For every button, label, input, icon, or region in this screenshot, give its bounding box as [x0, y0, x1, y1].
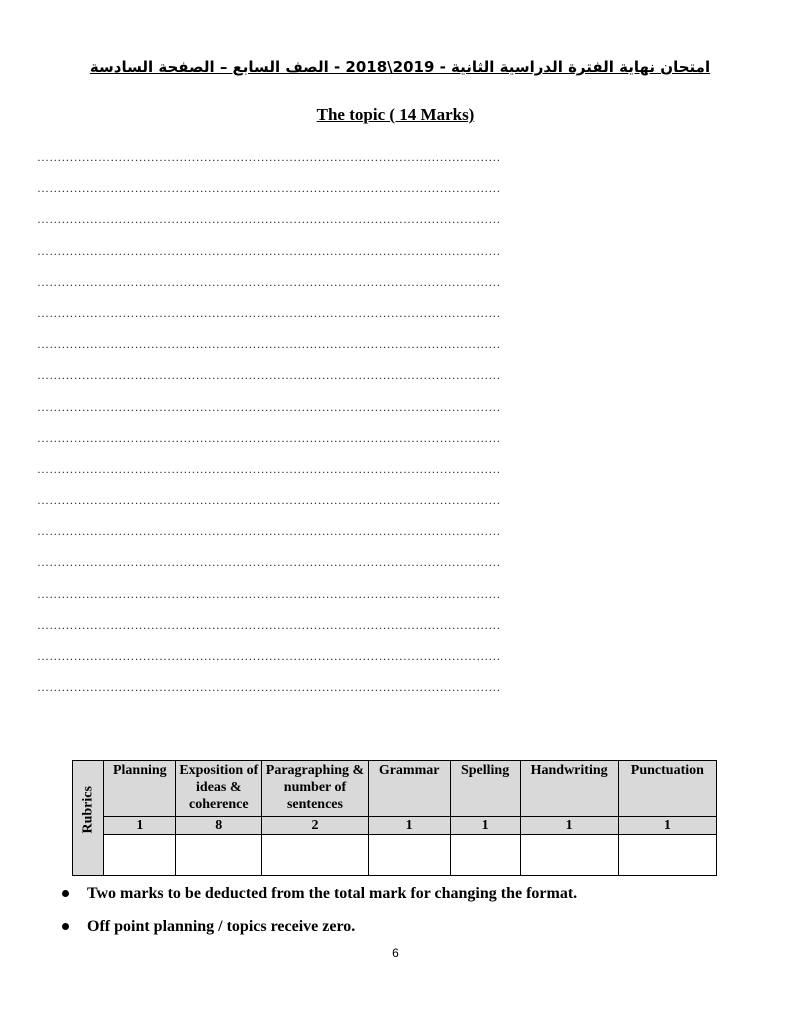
- rubric-mark-spelling: 1: [450, 817, 520, 835]
- note-text: Two marks to be deducted from the total mark for changing the format.: [87, 884, 578, 902]
- rubric-marks-row: [73, 817, 717, 835]
- writing-line[interactable]: ……………………………………………………………………………………………………: [37, 461, 501, 476]
- rubric-mark-exposition: 8: [176, 817, 262, 835]
- writing-line[interactable]: ……………………………………………………………………………………………………: [37, 150, 501, 164]
- topic-title: The topic ( 14 Marks): [316, 105, 475, 124]
- writing-line[interactable]: ……………………………………………………………………………………………………: [37, 617, 501, 632]
- rubric-col-grammar: Grammar: [368, 761, 450, 817]
- bullet-icon: [62, 923, 69, 930]
- bullet-icon: [62, 890, 69, 897]
- writing-line[interactable]: ……………………………………………………………………………………………………: [37, 399, 501, 414]
- rubric-mark-punctuation: 1: [618, 817, 716, 835]
- page-number: 6: [392, 946, 399, 960]
- score-cell-exposition[interactable]: [176, 835, 262, 876]
- rubric-label-cell: [73, 761, 104, 876]
- writing-line[interactable]: ……………………………………………………………………………………………………: [37, 305, 501, 320]
- score-cell-handwriting[interactable]: [520, 835, 618, 876]
- rubric-col-punctuation: Punctuation: [618, 761, 716, 817]
- rubric-label: Rubrics: [80, 785, 96, 833]
- note-item: [60, 910, 760, 943]
- rubric-mark-paragraphing: 2: [262, 817, 368, 835]
- score-cell-grammar[interactable]: [368, 835, 450, 876]
- score-cell-paragraphing[interactable]: [262, 835, 368, 876]
- writing-line[interactable]: ……………………………………………………………………………………………………: [37, 586, 501, 601]
- writing-line[interactable]: ……………………………………………………………………………………………………: [37, 368, 501, 383]
- writing-area[interactable]: [37, 148, 745, 709]
- writing-line[interactable]: ……………………………………………………………………………………………………: [37, 337, 501, 352]
- rubric-mark-planning: 1: [104, 817, 176, 835]
- writing-line[interactable]: ……………………………………………………………………………………………………: [37, 181, 501, 196]
- rubric-col-paragraphing: Paragraphing & number of sentences: [262, 761, 368, 817]
- rubric-score-row: [73, 835, 717, 876]
- score-cell-spelling[interactable]: [450, 835, 520, 876]
- writing-line[interactable]: ……………………………………………………………………………………………………: [37, 524, 501, 539]
- rubric-table: [72, 760, 717, 876]
- rubric-header-row: [73, 761, 717, 817]
- writing-line[interactable]: ……………………………………………………………………………………………………: [37, 649, 501, 663]
- rubric-mark-handwriting: 1: [520, 817, 618, 835]
- rubric-col-spelling: Spelling: [450, 761, 520, 817]
- rubric-col-handwriting: Handwriting: [520, 761, 618, 817]
- rubric-col-exposition: Exposition of ideas & coherence: [176, 761, 262, 817]
- score-cell-planning[interactable]: [104, 835, 176, 876]
- rubric-mark-grammar: 1: [368, 817, 450, 835]
- note-item: [60, 877, 760, 910]
- score-cell-punctuation[interactable]: [618, 835, 716, 876]
- writing-line[interactable]: ……………………………………………………………………………………………………: [37, 555, 501, 570]
- writing-line[interactable]: ……………………………………………………………………………………………………: [37, 430, 501, 445]
- rubric-col-planning: Planning: [104, 761, 176, 817]
- note-text: Off point planning / topics receive zero.: [87, 917, 356, 935]
- writing-line[interactable]: ……………………………………………………………………………………………………: [37, 212, 501, 227]
- notes-list: [60, 877, 760, 943]
- exam-header-text: امتحان نهاية الفترة الدراسية الثانية - 2019\2018 - الصف السابع – الصفحة السادسة: [89, 58, 711, 76]
- writing-line[interactable]: ……………………………………………………………………………………………………: [37, 243, 501, 258]
- writing-line[interactable]: ……………………………………………………………………………………………………: [37, 274, 501, 289]
- writing-line[interactable]: ……………………………………………………………………………………………………: [37, 493, 501, 508]
- exam-header: [60, 58, 740, 76]
- writing-line[interactable]: ……………………………………………………………………………………………………: [37, 680, 501, 695]
